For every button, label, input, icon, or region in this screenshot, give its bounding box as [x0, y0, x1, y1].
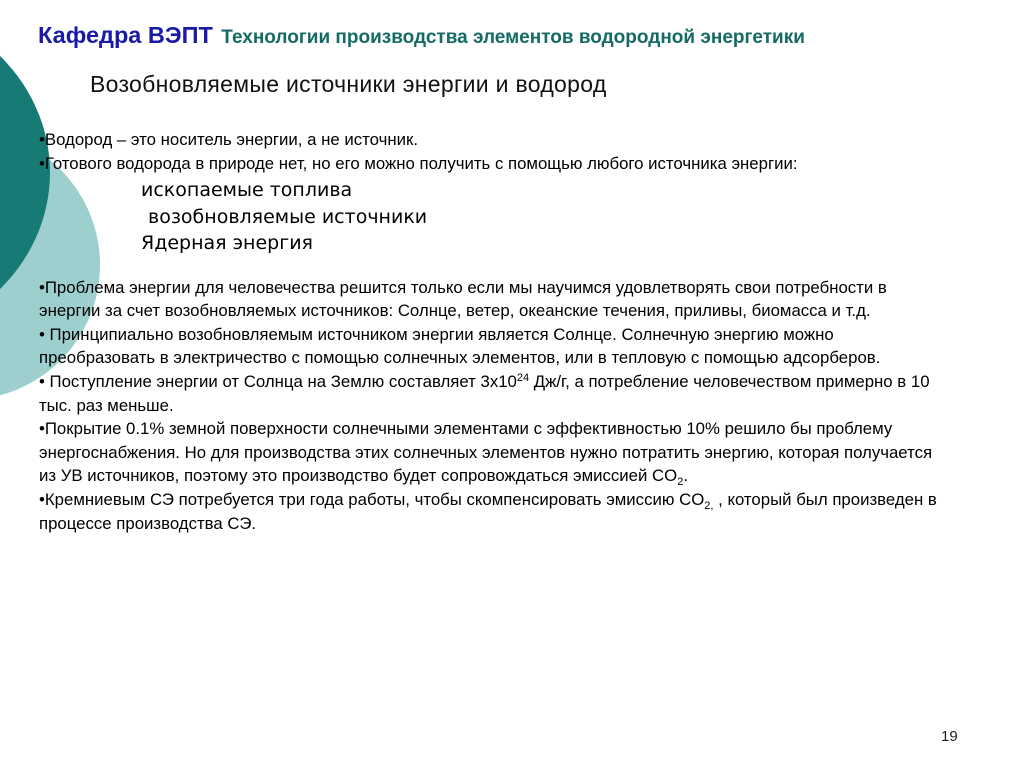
payback-text-end: , который был произведен в процессе производства СЭ. — [39, 490, 937, 533]
spacer — [39, 257, 939, 276]
slide-body — [39, 128, 939, 535]
slide-subtitle: Возобновляемые источники энергии и водород — [90, 71, 607, 97]
coverage-text: •Покрытие 0.1% земной поверхности солнечными элементами с эффективностью 10% решило бы проблему энергоснабжения. Но для производства этих солнечных элементов нужно потратить энергию, которая получается из УВ источников, поэтому это производство будет сопровождаться эмиссией CO — [39, 419, 933, 486]
bullet-sun-source: • Принципиально возобновляемым источником энергии является Солнце. Солнечную энергию можно преобразовать в электричество с помощью солнечных элементов, или в тепловую с помощью адсорберов. — [39, 324, 881, 368]
energy-sources-list — [141, 177, 939, 257]
bullet-hydrogen-production: •Готового водорода в природе нет, но его можно получить с помощью любого источника энергии: — [39, 153, 798, 173]
source-item-renewable: возобновляемые источники — [148, 205, 428, 228]
coverage-text-end: . — [683, 466, 689, 486]
bullet-surface-coverage — [39, 417, 939, 488]
solar-input-text: • Поступление энергии от Солнца на Землю составляет 3x10 — [39, 372, 517, 392]
bullet-silicon-payback — [39, 488, 939, 535]
bullet-energy-problem: •Проблема энергии для человечества решится только если мы научимся удовлетворять свои потребности в энергии за счет возобновляемых источников: Солнце, ветер, океанские течения, приливы, биомасса и т.д. — [39, 277, 887, 321]
solar-input-text-end: Дж/г, а потребление человечеством примерно в 10 тыс. раз меньше. — [39, 372, 930, 415]
source-item-fossil: ископаемые топлива — [141, 179, 353, 202]
bullet-hydrogen-carrier: •Водород – это носитель энергии, а не источник. — [39, 130, 418, 149]
exponent: 24 — [516, 372, 530, 385]
payback-text: •Кремниевым СЭ потребуется три года работы, чтобы скомпенсировать эмиссию CO — [39, 490, 705, 510]
page-number: 19 — [941, 728, 958, 745]
source-item-nuclear: Ядерная энергия — [141, 232, 313, 255]
slide-header — [38, 22, 805, 49]
co2-subscript: 2, — [704, 500, 714, 513]
bullet-solar-input — [39, 370, 939, 417]
co2-subscript: 2 — [677, 476, 684, 489]
course-topic: Технологии производства элементов водородной энергетики — [221, 27, 805, 48]
department-title: Кафедра ВЭПТ — [38, 22, 213, 48]
